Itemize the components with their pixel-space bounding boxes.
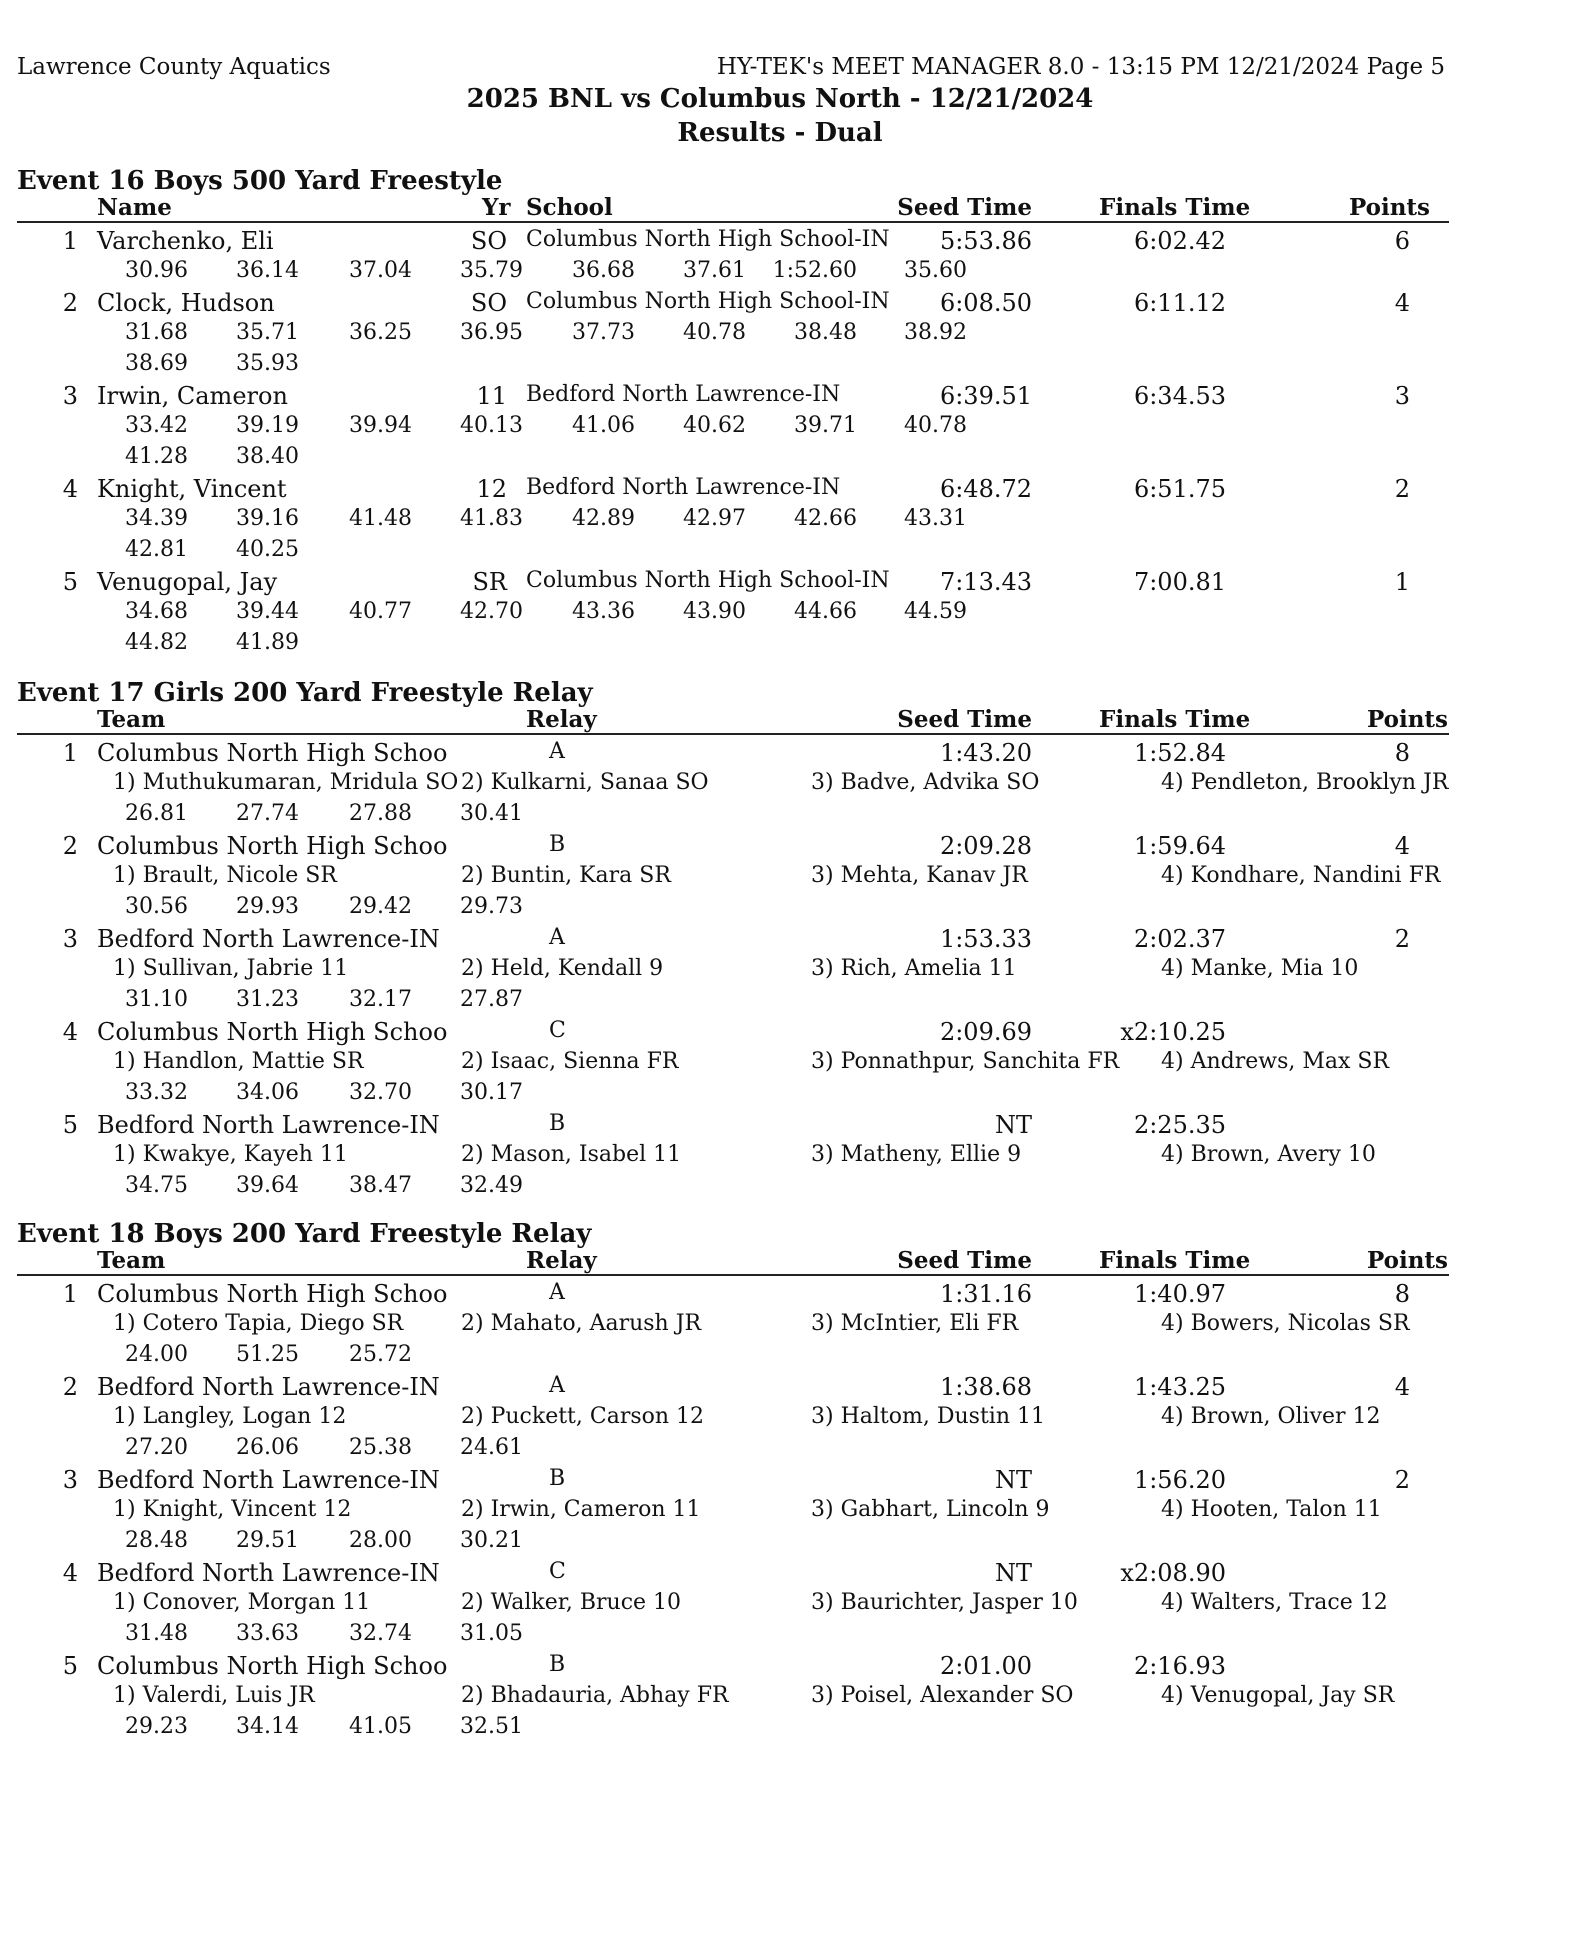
seed-time: 2:01.00 [939,1652,1032,1680]
split-time: 33.63 [236,1621,299,1646]
split-time: 32.70 [349,1080,412,1105]
split-time: 29.73 [460,894,523,919]
relay-swimmer: 2) Bhadauria, Abhay FR [461,1683,729,1708]
relay-swimmer: 1) Cotero Tapia, Diego SR [113,1311,404,1336]
points: 4 [1394,832,1410,860]
split-time: 40.78 [683,320,746,345]
split-time: 38.40 [236,444,299,469]
relay-swimmer: 3) Poisel, Alexander SO [811,1683,1074,1708]
relay-swimmer: 4) Bowers, Nicolas SR [1161,1311,1410,1336]
school-name: Columbus North High School-IN [526,227,890,252]
relay-swimmer: 2) Irwin, Cameron 11 [461,1497,701,1522]
relay-letter: A [549,925,565,950]
team-name: Columbus North High Schoo [97,832,448,860]
split-time: 26.06 [236,1435,299,1460]
seed-time: 7:13.43 [939,568,1032,596]
relay-swimmer: 3) Gabhart, Lincoln 9 [811,1497,1050,1522]
result-place: 1 [62,227,78,255]
relay-letter: B [549,832,566,857]
relay-swimmer: 3) McIntier, Eli FR [811,1311,1019,1336]
split-time: 29.23 [125,1714,188,1739]
org-name: Lawrence County Aquatics [17,54,331,80]
col-relay: Relay [526,1247,597,1274]
split-time: 24.61 [460,1435,523,1460]
result-place: 1 [62,739,78,767]
split-time: 29.51 [236,1528,299,1553]
points: 4 [1394,289,1410,317]
seed-time: 2:09.69 [939,1018,1032,1046]
relay-swimmer: 2) Mason, Isabel 11 [461,1142,682,1167]
relay-swimmer: 4) Manke, Mia 10 [1161,956,1359,981]
relay-letter: B [549,1466,566,1491]
event-title: Event 18 Boys 200 Yard Freestyle Relay [17,1219,592,1249]
split-time: 29.42 [349,894,412,919]
col-team: Team [97,706,166,733]
split-time: 43.90 [683,599,746,624]
split-time: 44.59 [904,599,967,624]
col-relay: Relay [526,706,597,733]
team-name: Columbus North High Schoo [97,1018,448,1046]
split-time: 41.48 [349,506,412,531]
split-time: 34.75 [125,1173,188,1198]
split-time: 37.04 [349,258,412,283]
team-name: Bedford North Lawrence-IN [97,925,440,953]
relay-swimmer: 3) Rich, Amelia 11 [811,956,1017,981]
split-time: 24.00 [125,1342,188,1367]
finals-time: 2:25.35 [1133,1111,1226,1139]
seed-time: 6:39.51 [939,382,1032,410]
finals-time: 2:02.37 [1133,925,1226,953]
swimmer-name: Irwin, Cameron [97,382,288,410]
points: 6 [1394,227,1410,255]
seed-time: NT [994,1111,1032,1139]
swimmer-year: SR [472,568,507,596]
finals-time: x2:08.90 [1120,1559,1226,1587]
split-time: 38.69 [125,351,188,376]
split-time: 35.93 [236,351,299,376]
swimmer-year: SO [470,227,507,255]
split-time: 44.82 [125,630,188,655]
header-rule [17,1274,1449,1276]
school-name: Bedford North Lawrence-IN [526,475,841,500]
split-time: 42.70 [460,599,523,624]
points: 1 [1394,568,1410,596]
relay-swimmer: 4) Pendleton, Brooklyn JR [1161,770,1449,795]
relay-swimmer: 2) Isaac, Sienna FR [461,1049,679,1074]
split-time: 41.05 [349,1714,412,1739]
split-time: 35.79 [460,258,523,283]
finals-time: x2:10.25 [1120,1018,1226,1046]
split-time: 31.23 [236,987,299,1012]
relay-swimmer: 2) Buntin, Kara SR [461,863,671,888]
split-time: 31.10 [125,987,188,1012]
split-time: 32.17 [349,987,412,1012]
result-place: 3 [62,1466,78,1494]
relay-swimmer: 1) Sullivan, Jabrie 11 [113,956,349,981]
swimmer-year: SO [470,289,507,317]
split-time: 27.74 [236,801,299,826]
split-time: 37.61 [683,258,746,283]
split-time: 30.96 [125,258,188,283]
col-finals: Finals Time [1099,194,1251,221]
split-time: 1:52.60 [772,258,857,283]
split-time: 29.93 [236,894,299,919]
relay-swimmer: 1) Knight, Vincent 12 [113,1497,352,1522]
result-place: 5 [62,1652,78,1680]
finals-time: 1:56.20 [1133,1466,1226,1494]
split-time: 31.68 [125,320,188,345]
split-time: 40.25 [236,537,299,562]
split-time: 39.94 [349,413,412,438]
relay-swimmer: 1) Conover, Morgan 11 [113,1590,371,1615]
split-time: 30.41 [460,801,523,826]
points: 2 [1394,1466,1410,1494]
split-time: 39.44 [236,599,299,624]
school-name: Columbus North High School-IN [526,568,890,593]
team-name: Columbus North High Schoo [97,739,448,767]
split-time: 32.51 [460,1714,523,1739]
split-time: 43.31 [904,506,967,531]
relay-swimmer: 4) Brown, Oliver 12 [1161,1404,1381,1429]
split-time: 39.64 [236,1173,299,1198]
col-seed: Seed Time [897,1247,1032,1274]
team-name: Bedford North Lawrence-IN [97,1466,440,1494]
team-name: Bedford North Lawrence-IN [97,1111,440,1139]
split-time: 26.81 [125,801,188,826]
seed-time: 2:09.28 [939,832,1032,860]
relay-swimmer: 4) Kondhare, Nandini FR [1161,863,1441,888]
split-time: 42.81 [125,537,188,562]
finals-time: 2:16.93 [1133,1652,1226,1680]
split-time: 38.48 [794,320,857,345]
col-points: Points [1366,706,1448,733]
seed-time: NT [994,1559,1032,1587]
relay-swimmer: 3) Ponnathpur, Sanchita FR [811,1049,1120,1074]
split-time: 37.73 [572,320,635,345]
split-time: 31.05 [460,1621,523,1646]
split-time: 36.68 [572,258,635,283]
split-time: 28.00 [349,1528,412,1553]
split-time: 40.13 [460,413,523,438]
split-time: 38.92 [904,320,967,345]
finals-time: 1:43.25 [1133,1373,1226,1401]
school-name: Columbus North High School-IN [526,289,890,314]
finals-time: 6:02.42 [1133,227,1226,255]
split-time: 41.89 [236,630,299,655]
result-place: 3 [62,925,78,953]
relay-letter: A [549,1373,565,1398]
relay-swimmer: 1) Handlon, Mattie SR [113,1049,364,1074]
result-place: 4 [62,1559,78,1587]
split-time: 27.20 [125,1435,188,1460]
relay-swimmer: 4) Brown, Avery 10 [1161,1142,1376,1167]
split-time: 34.39 [125,506,188,531]
result-place: 4 [62,475,78,503]
relay-swimmer: 4) Walters, Trace 12 [1161,1590,1388,1615]
split-time: 41.06 [572,413,635,438]
split-time: 44.66 [794,599,857,624]
result-place: 2 [62,289,78,317]
result-place: 5 [62,568,78,596]
finals-time: 1:52.84 [1133,739,1226,767]
seed-time: 1:31.16 [939,1280,1032,1308]
col-school: School [526,194,613,221]
split-time: 25.72 [349,1342,412,1367]
relay-letter: C [549,1018,566,1043]
relay-letter: A [549,1280,565,1305]
relay-swimmer: 2) Kulkarni, Sanaa SO [461,770,709,795]
split-time: 35.60 [904,258,967,283]
finals-time: 1:59.64 [1133,832,1226,860]
result-place: 3 [62,382,78,410]
header-rule [17,221,1449,223]
col-seed: Seed Time [897,194,1032,221]
relay-swimmer: 3) Mehta, Kanav JR [811,863,1028,888]
split-time: 27.88 [349,801,412,826]
relay-letter: C [549,1559,566,1584]
col-finals: Finals Time [1099,1247,1251,1274]
split-time: 35.71 [236,320,299,345]
split-time: 42.89 [572,506,635,531]
col-yr: Yr [482,194,511,221]
split-time: 34.06 [236,1080,299,1105]
swimmer-name: Venugopal, Jay [97,568,278,596]
result-place: 2 [62,832,78,860]
event-title: Event 16 Boys 500 Yard Freestyle [17,166,503,196]
split-time: 27.87 [460,987,523,1012]
split-time: 30.21 [460,1528,523,1553]
header-rule [17,733,1449,735]
col-points: Points [1348,194,1430,221]
split-time: 51.25 [236,1342,299,1367]
split-time: 43.36 [572,599,635,624]
split-time: 40.62 [683,413,746,438]
finals-time: 1:40.97 [1133,1280,1226,1308]
meet-title: 2025 BNL vs Columbus North - 12/21/2024 [466,84,1094,114]
seed-time: 1:38.68 [939,1373,1032,1401]
relay-swimmer: 2) Held, Kendall 9 [461,956,664,981]
col-finals: Finals Time [1099,706,1251,733]
result-place: 1 [62,1280,78,1308]
points: 2 [1394,475,1410,503]
relay-swimmer: 1) Muthukumaran, Mridula SO [113,770,459,795]
points: 8 [1394,739,1410,767]
relay-swimmer: 2) Walker, Bruce 10 [461,1590,682,1615]
results-subtitle: Results - Dual [677,118,883,148]
split-time: 34.68 [125,599,188,624]
split-time: 33.32 [125,1080,188,1105]
col-team: Team [97,1247,166,1274]
split-time: 39.71 [794,413,857,438]
split-time: 42.97 [683,506,746,531]
finals-time: 7:00.81 [1133,568,1226,596]
split-time: 36.95 [460,320,523,345]
split-time: 42.66 [794,506,857,531]
split-time: 40.77 [349,599,412,624]
split-time: 25.38 [349,1435,412,1460]
relay-swimmer: 4) Andrews, Max SR [1161,1049,1390,1074]
split-time: 41.28 [125,444,188,469]
result-place: 4 [62,1018,78,1046]
relay-letter: B [549,1652,566,1677]
seed-time: 6:48.72 [939,475,1032,503]
seed-time: 6:08.50 [939,289,1032,317]
relay-swimmer: 1) Brault, Nicole SR [113,863,337,888]
split-time: 33.42 [125,413,188,438]
team-name: Columbus North High Schoo [97,1280,448,1308]
relay-swimmer: 4) Venugopal, Jay SR [1161,1683,1395,1708]
finals-time: 6:51.75 [1133,475,1226,503]
relay-swimmer: 2) Mahato, Aarush JR [461,1311,702,1336]
seed-time: 5:53.86 [939,227,1032,255]
swimmer-name: Varchenko, Eli [97,227,274,255]
points: 3 [1394,382,1410,410]
relay-swimmer: 4) Hooten, Talon 11 [1161,1497,1382,1522]
event-title: Event 17 Girls 200 Yard Freestyle Relay [17,678,593,708]
seed-time: 1:43.20 [939,739,1032,767]
points: 8 [1394,1280,1410,1308]
split-time: 36.25 [349,320,412,345]
swimmer-year: 12 [476,475,507,503]
col-name: Name [97,194,172,221]
school-name: Bedford North Lawrence-IN [526,382,841,407]
col-seed: Seed Time [897,706,1032,733]
relay-swimmer: 1) Langley, Logan 12 [113,1404,347,1429]
split-time: 39.19 [236,413,299,438]
relay-swimmer: 3) Haltom, Dustin 11 [811,1404,1045,1429]
relay-swimmer: 1) Valerdi, Luis JR [113,1683,315,1708]
split-time: 38.47 [349,1173,412,1198]
result-place: 5 [62,1111,78,1139]
points: 4 [1394,1373,1410,1401]
swimmer-year: 11 [476,382,507,410]
relay-letter: B [549,1111,566,1136]
relay-swimmer: 3) Baurichter, Jasper 10 [811,1590,1078,1615]
split-time: 30.56 [125,894,188,919]
team-name: Bedford North Lawrence-IN [97,1373,440,1401]
points: 2 [1394,925,1410,953]
split-time: 32.49 [460,1173,523,1198]
finals-time: 6:34.53 [1133,382,1226,410]
finals-time: 6:11.12 [1133,289,1226,317]
swimmer-name: Knight, Vincent [97,475,287,503]
team-name: Bedford North Lawrence-IN [97,1559,440,1587]
swimmer-name: Clock, Hudson [97,289,275,317]
split-time: 41.83 [460,506,523,531]
software-stamp: HY-TEK's MEET MANAGER 8.0 - 13:15 PM 12/21/2024 Page 5 [716,54,1445,80]
relay-swimmer: 3) Badve, Advika SO [811,770,1040,795]
split-time: 28.48 [125,1528,188,1553]
relay-swimmer: 2) Puckett, Carson 12 [461,1404,705,1429]
split-time: 31.48 [125,1621,188,1646]
relay-swimmer: 3) Matheny, Ellie 9 [811,1142,1022,1167]
team-name: Columbus North High Schoo [97,1652,448,1680]
split-time: 39.16 [236,506,299,531]
split-time: 40.78 [904,413,967,438]
split-time: 36.14 [236,258,299,283]
result-place: 2 [62,1373,78,1401]
split-time: 30.17 [460,1080,523,1105]
relay-letter: A [549,739,565,764]
split-time: 32.74 [349,1621,412,1646]
col-points: Points [1366,1247,1448,1274]
split-time: 34.14 [236,1714,299,1739]
seed-time: 1:53.33 [939,925,1032,953]
relay-swimmer: 1) Kwakye, Kayeh 11 [113,1142,348,1167]
seed-time: NT [994,1466,1032,1494]
